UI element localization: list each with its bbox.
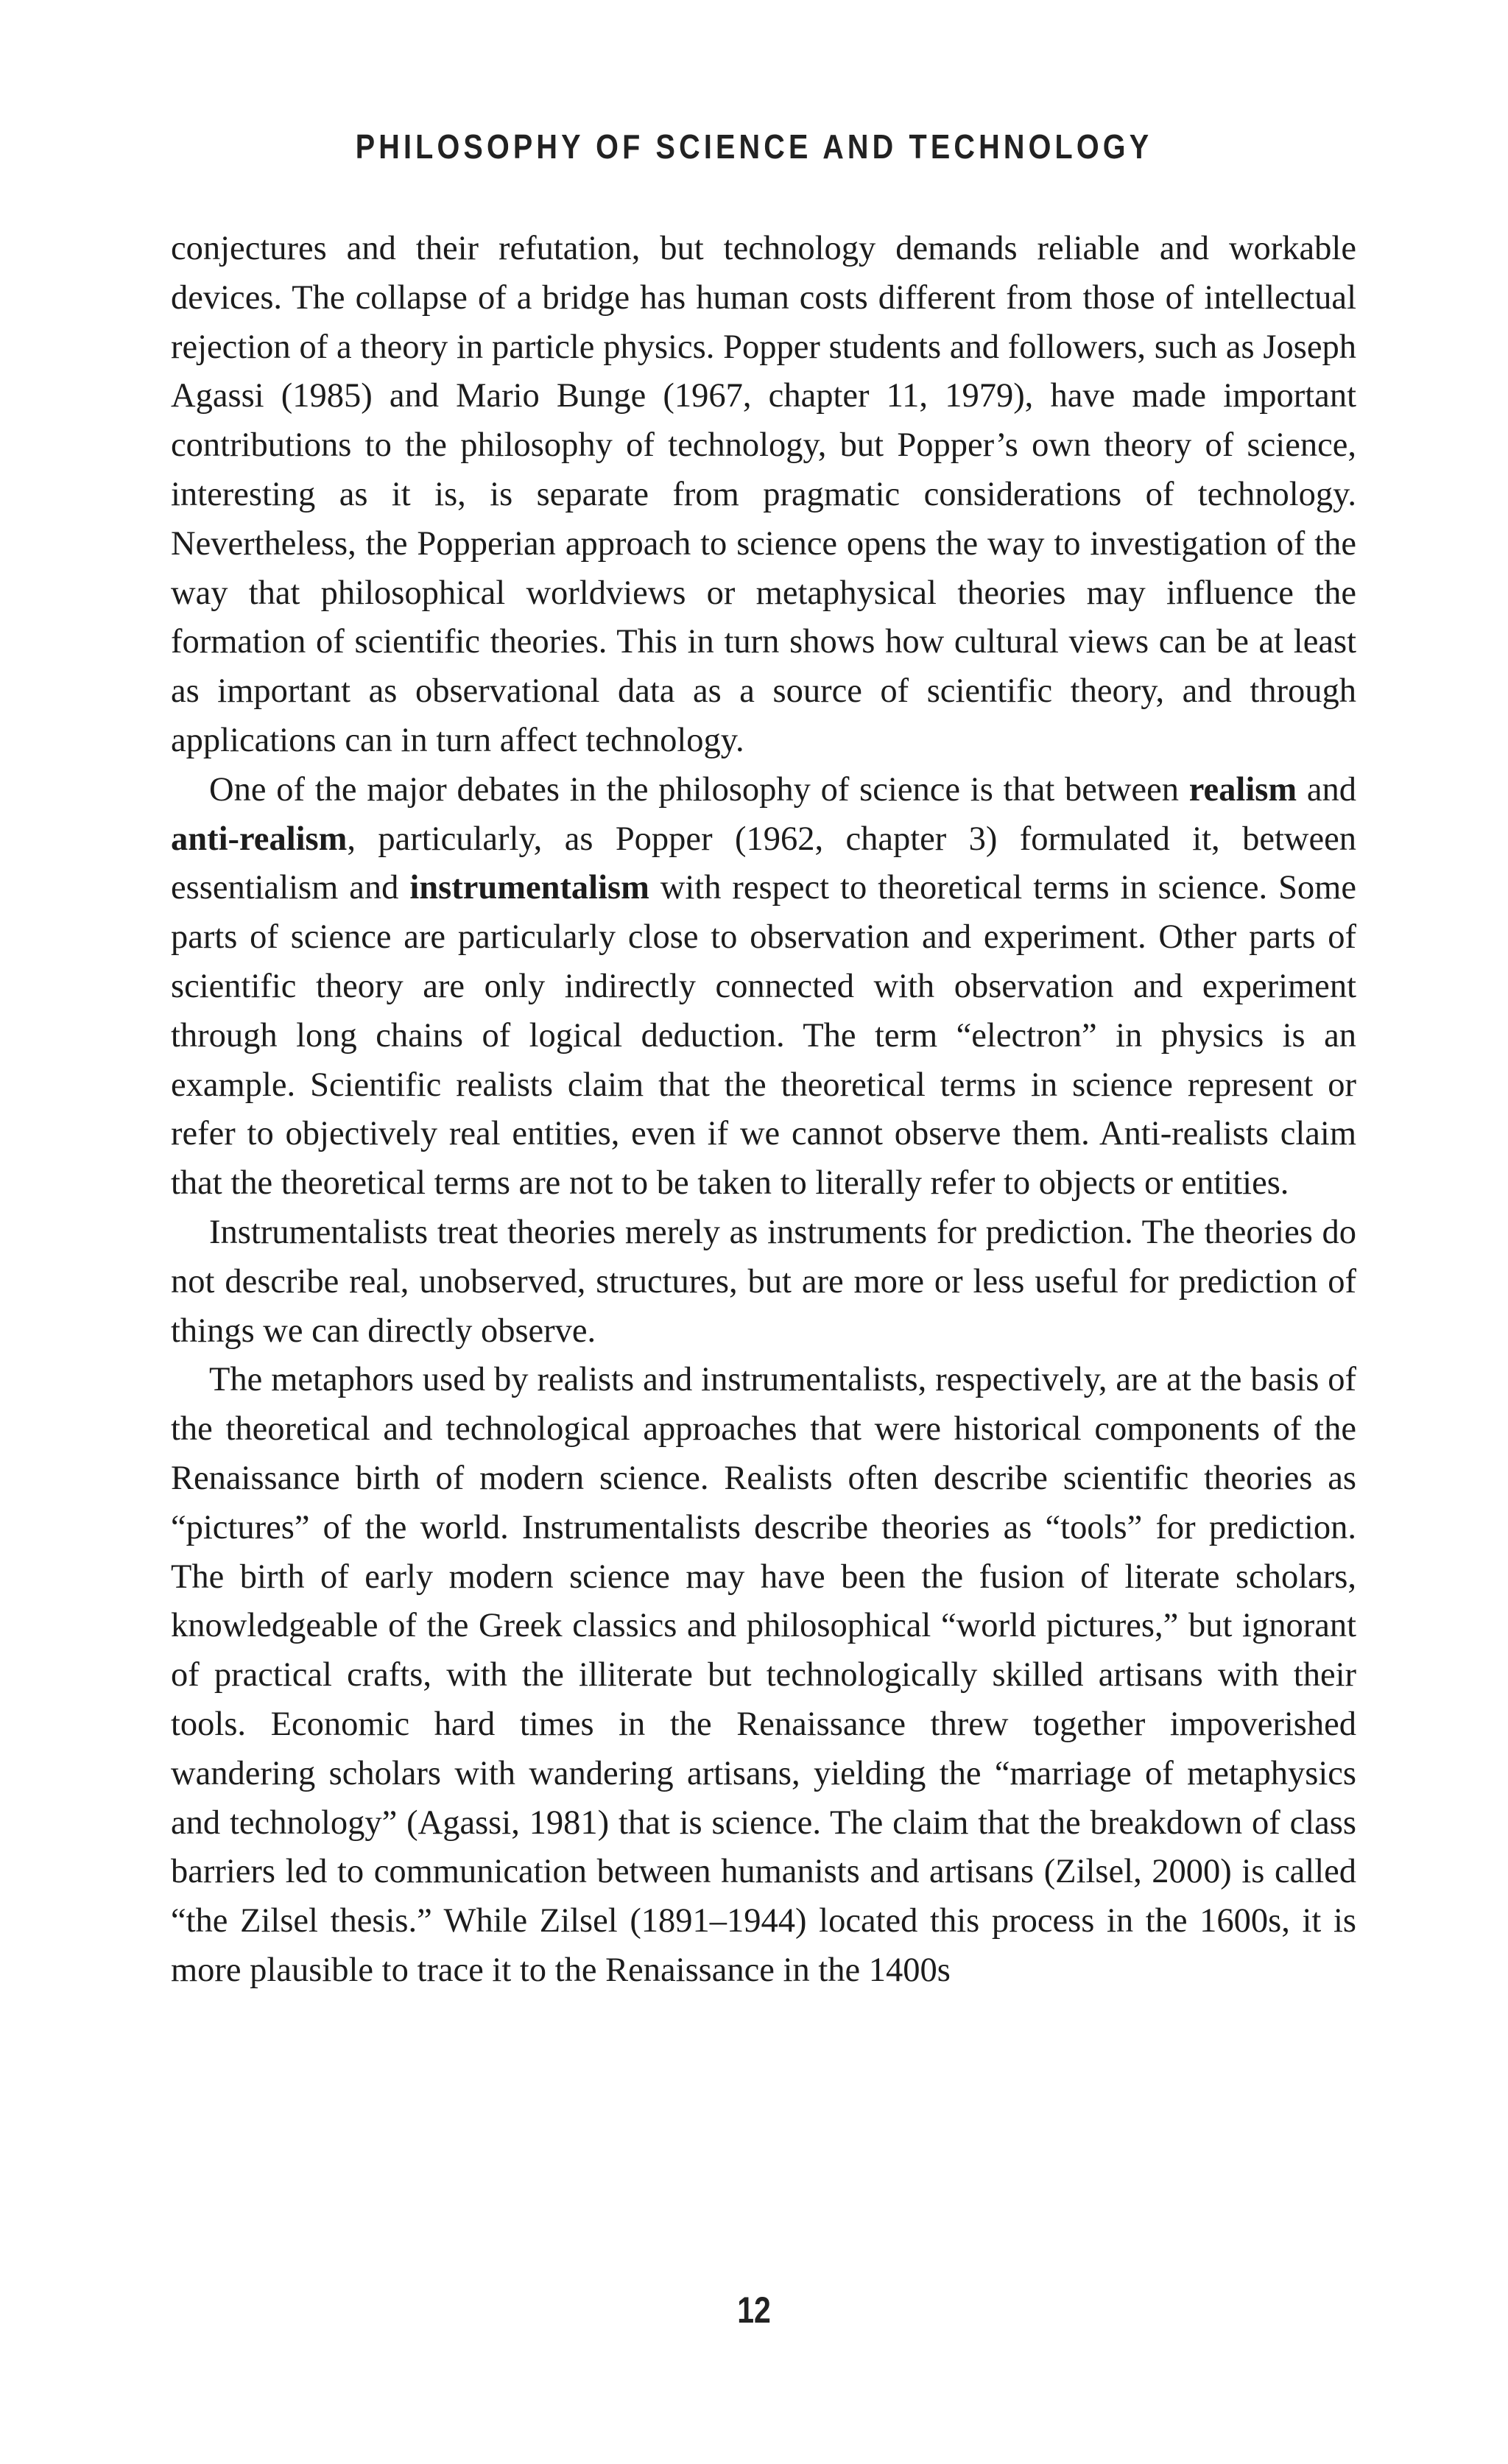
paragraph-text-segment: One of the major debates in the philosophy of science is that between <box>209 770 1189 809</box>
paragraph-instrumentalists: Instrumentalists treat theories merely as instruments for prediction. The theories do not describe real, unobserved, structures, but are more or less useful for prediction of things we can directly observe. <box>171 1213 1356 1350</box>
paragraph-text-segment: , particularly, as Popper (1962, chapter 3) formulated it, between essentialism and <box>171 820 1356 907</box>
bold-term-instrumentalism: instrumentalism <box>409 869 649 907</box>
page-number: 12 <box>737 2289 771 2331</box>
paragraph-text-segment: with respect to theoretical terms in science. Some parts of science are particularly close to observation and experiment. Other parts of scientific theory are only indirectly connected with observation and experiment through long chains of logical deduction. The term “electron” in physics is an example. Scientific realists claim that the theoretical terms in science represent or refer to objectively real entities, even if we cannot observe them. Anti-realists claim that the theoretical terms are not to be taken to literally refer to objects or entities. <box>171 869 1356 1203</box>
paragraph-metaphors: The metaphors used by realists and instrumentalists, respectively, are at the basis of the theoretical and technological approaches that were historical components of the Renaissance birth of modern science. Realists often describe scientific theories as “pictures” of the world. Instrumentalists describe theories as “tools” for prediction. The birth of early modern science may have been the fusion of literate scholars, knowledgeable of the Greek classics and philosophical “world pictures,” but ignorant of practical crafts, with the illiterate but technologically skilled artisans with their tools. Economic hard times in the Renaissance threw together impoverished wandering scholars with wandering artisans, yielding the “marriage of metaphysics and technology” (Agassi, 1981) that is science. The claim that the breakdown of class barriers led to communication between humanists and artisans (Zilsel, 2000) is called “the Zilsel thesis.” While Zilsel (1891–1944) located this process in the 1600s, it is more plausible to trace it to the Renaissance in the 1400s <box>171 1361 1356 1989</box>
bold-term-anti-realism: anti-realism <box>171 820 348 858</box>
paragraph-realism-debate <box>171 766 1356 1208</box>
body-text <box>171 225 1356 1996</box>
paragraph-text-segment: and <box>1297 770 1356 809</box>
running-head-title: PHILOSOPHY OF SCIENCE AND TECHNOLOGY <box>355 127 1153 166</box>
paragraph-continued: conjectures and their refutation, but technology demands reliable and workable devices. The collapse of a bridge has human costs different from those of intellectual rejection of a theory in particle physics. Popper students and followers, such as Joseph Agassi (1985) and Mario Bunge (1967, chapter 11, 1979), have made important contributions to the philosophy of technology, but Popper’s own theory of science, interesting as it is, is separate from pragmatic considerations of technology. Nevertheless, the Popperian approach to science opens the way to investigation of the way that philosophical worldviews or metaphysical theories may influence the formation of scientific theories. This in turn shows how cultural views can be at least as important as observational data as a source of scientific theory, and through applications can in turn affect technology. <box>171 230 1356 759</box>
bold-term-realism: realism <box>1188 770 1297 809</box>
